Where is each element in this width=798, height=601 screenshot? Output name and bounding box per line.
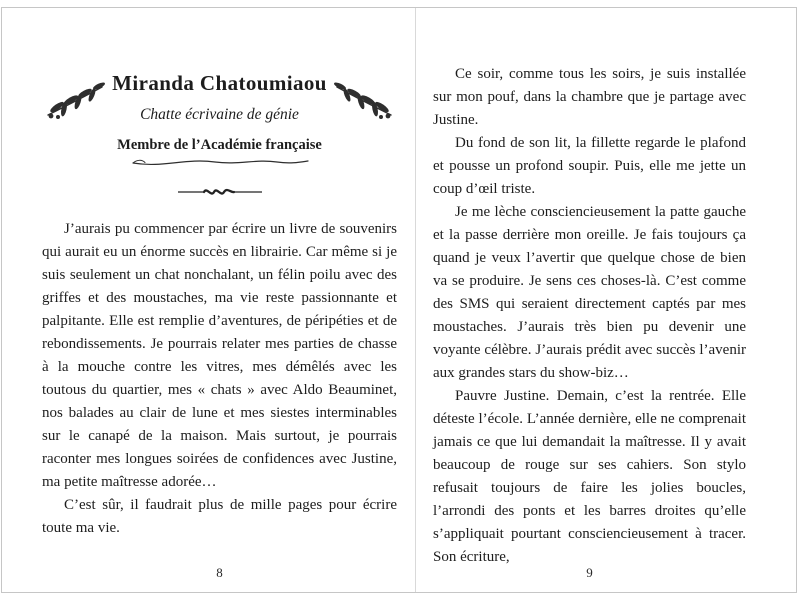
title-block — [108, 70, 331, 125]
left-page — [2, 8, 415, 592]
section-divider-icon — [42, 184, 397, 200]
chapter-header — [42, 70, 397, 200]
olive-branch-right-icon — [333, 75, 395, 121]
flourish-icon — [42, 155, 397, 169]
page-number-left: 8 — [216, 565, 223, 580]
paragraph: Ce soir, comme tous les soirs, je suis installée sur mon pouf, dans la chambre que je partage avec Justine. — [433, 66, 746, 128]
right-page-body — [433, 63, 746, 569]
olive-branch-left-icon — [44, 75, 106, 121]
right-page — [416, 8, 796, 592]
character-affiliation: Membre de l’Académie française — [117, 137, 322, 153]
paragraph: Je me lèche consciencieusement la patte gauche et la passe derrière mon oreille. Je fais toujours ça quand je veux l’avertir que quelque chose de bien va se produire. Je sens ces choses-là. C’est comme des SMS qui seraient directement captés par mes moustaches. J’aurais très bien pu devenir une voyante célèbre. J’aurais prédit avec succès l’avenir aux grandes stars du show-biz… — [433, 204, 746, 381]
paragraph: C’est sûr, il faudrait plus de mille pages pour écrire toute ma vie. — [42, 497, 397, 536]
paragraph: Pauvre Justine. Demain, c’est la rentrée. Elle déteste l’école. L’année dernière, elle ne comprenait jamais ce que lui demandait la maîtresse. Il y avait beaucoup de rouge sur ses cahiers. Son stylo refusait toujours de faire les jolies boucles, l’arrondi des ponts et les barres droites qu’elle s’appliquait pourtant consciencieusement à tracer. Son écriture, — [433, 388, 746, 565]
character-name-title: Miranda Chatoumiaou — [112, 71, 327, 95]
page-number-right: 9 — [586, 565, 593, 580]
paragraph: J’aurais pu commencer par écrire un livre de souvenirs qui aurait eu un énorme succès en librairie. Car même si je suis seulement un chat nonchalant, un félin poilu avec des griffes et des moustaches, ma vie reste passionnante et palpitante. Elle est remplie d’aventures, de péripéties et de rebondissements. Je pourrais relater mes parties de chasse à la mouche contre les vitres, mes démêlés avec les toutous du quartier, mes « chats » avec Aldo Beauminet, nos balades au clair de lune et mes siestes interminables sur le canapé de la maison. Mais surtout, je pourrais raconter mes longues soirées de confidences avec Justine, ma petite maîtresse adorée… — [42, 221, 397, 490]
character-subtitle: Chatte écrivaine de génie — [140, 106, 299, 123]
paragraph: Du fond de son lit, la fillette regarde le plafond et pousse un profond soupir. Puis, elle me jette un coup d’œil triste. — [433, 135, 746, 197]
left-page-body — [42, 218, 397, 540]
title-row — [42, 70, 397, 125]
